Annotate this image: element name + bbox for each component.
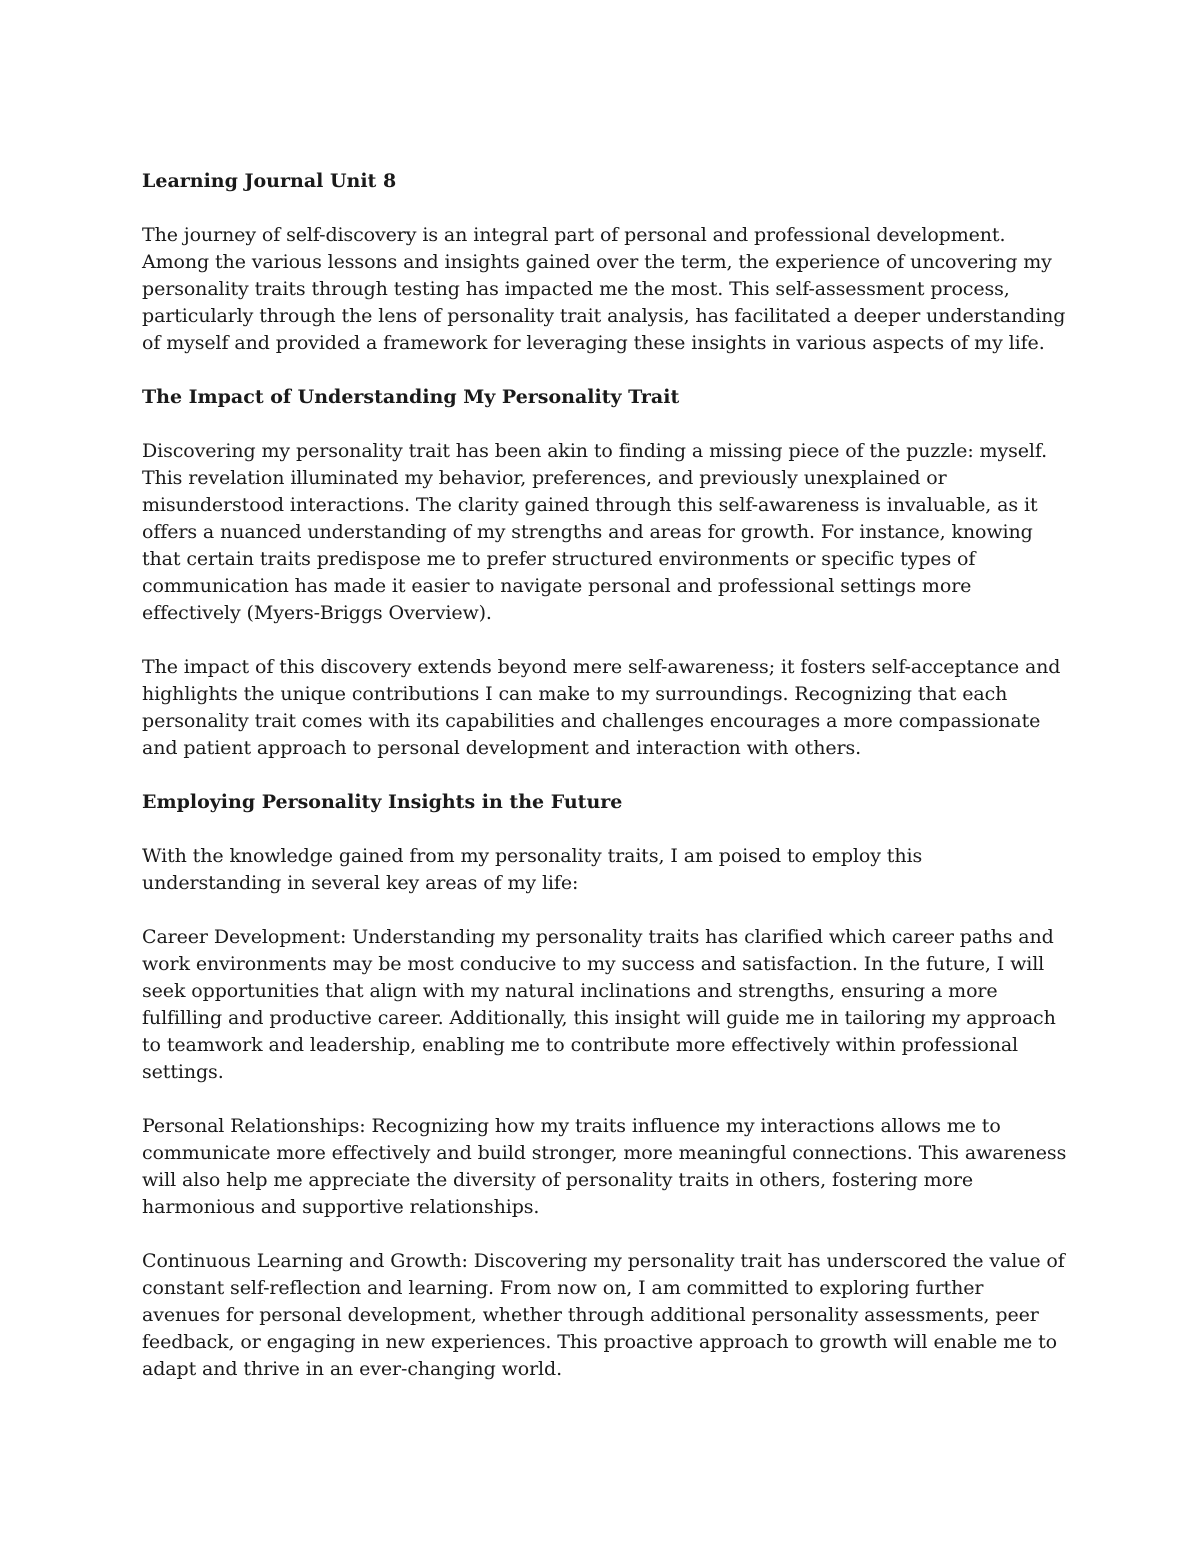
personal-relationships-paragraph: Personal Relationships: Recognizing how my traits influence my interactions allows me to communicate more effectively and build stronger, more meaningful connections. This awareness will also help me appreciate the diversity of personality traits in others, fostering more harmonious and supportive relationships. xyxy=(142,1115,1067,1218)
document-page xyxy=(142,168,1067,1410)
document-title: Learning Journal Unit 8 xyxy=(142,170,397,192)
intro-paragraph: The journey of self-discovery is an integral part of personal and professional development. Among the various lessons and insights gained over the term, the experience of uncovering my personality traits through testing has impacted me the most. This self-assessment process, particularly through the lens of personality trait analysis, has facilitated a deeper understanding of myself and provided a framework for leveraging these insights in various aspects of my life. xyxy=(142,224,1066,354)
continuous-learning-paragraph: Continuous Learning and Growth: Discovering my personality trait has underscored the value of constant self-reflection and learning. From now on, I am committed to exploring further avenues for personal development, whether through additional personality assessments, peer feedback, or engaging in new experiences. This proactive approach to growth will enable me to adapt and thrive in an ever-changing world. xyxy=(142,1250,1065,1380)
future-paragraph-intro: With the knowledge gained from my personality traits, I am poised to employ this understanding in several key areas of my life: xyxy=(142,845,923,894)
impact-paragraph-2: The impact of this discovery extends beyond mere self-awareness; it fosters self-acceptance and highlights the unique contributions I can make to my surroundings. Recognizing that each personality trait comes with its capabilities and challenges encourages a more compassionate and patient approach to personal development and interaction with others. xyxy=(142,656,1061,759)
impact-paragraph-1: Discovering my personality trait has been akin to finding a missing piece of the puzzle: myself. This revelation illuminated my behavior, preferences, and previously unexplained or misunderstood interactions. The clarity gained through this self-awareness is invaluable, as it offers a nuanced understanding of my strengths and areas for growth. For instance, knowing that certain traits predispose me to prefer structured environments or specific types of communication has made it easier to navigate personal and professional settings more effectively (Myers-Briggs Overview). xyxy=(142,440,1048,624)
section-heading-impact: The Impact of Understanding My Personality Trait xyxy=(142,386,680,408)
career-development-paragraph: Career Development: Understanding my personality traits has clarified which career paths and work environments may be most conducive to my success and satisfaction. In the future, I will seek opportunities that align with my natural inclinations and strengths, ensuring a more fulfilling and productive career. Additionally, this insight will guide me in tailoring my approach to teamwork and leadership, enabling me to contribute more effectively within professional settings. xyxy=(142,926,1056,1083)
section-heading-future: Employing Personality Insights in the Future xyxy=(142,791,623,813)
